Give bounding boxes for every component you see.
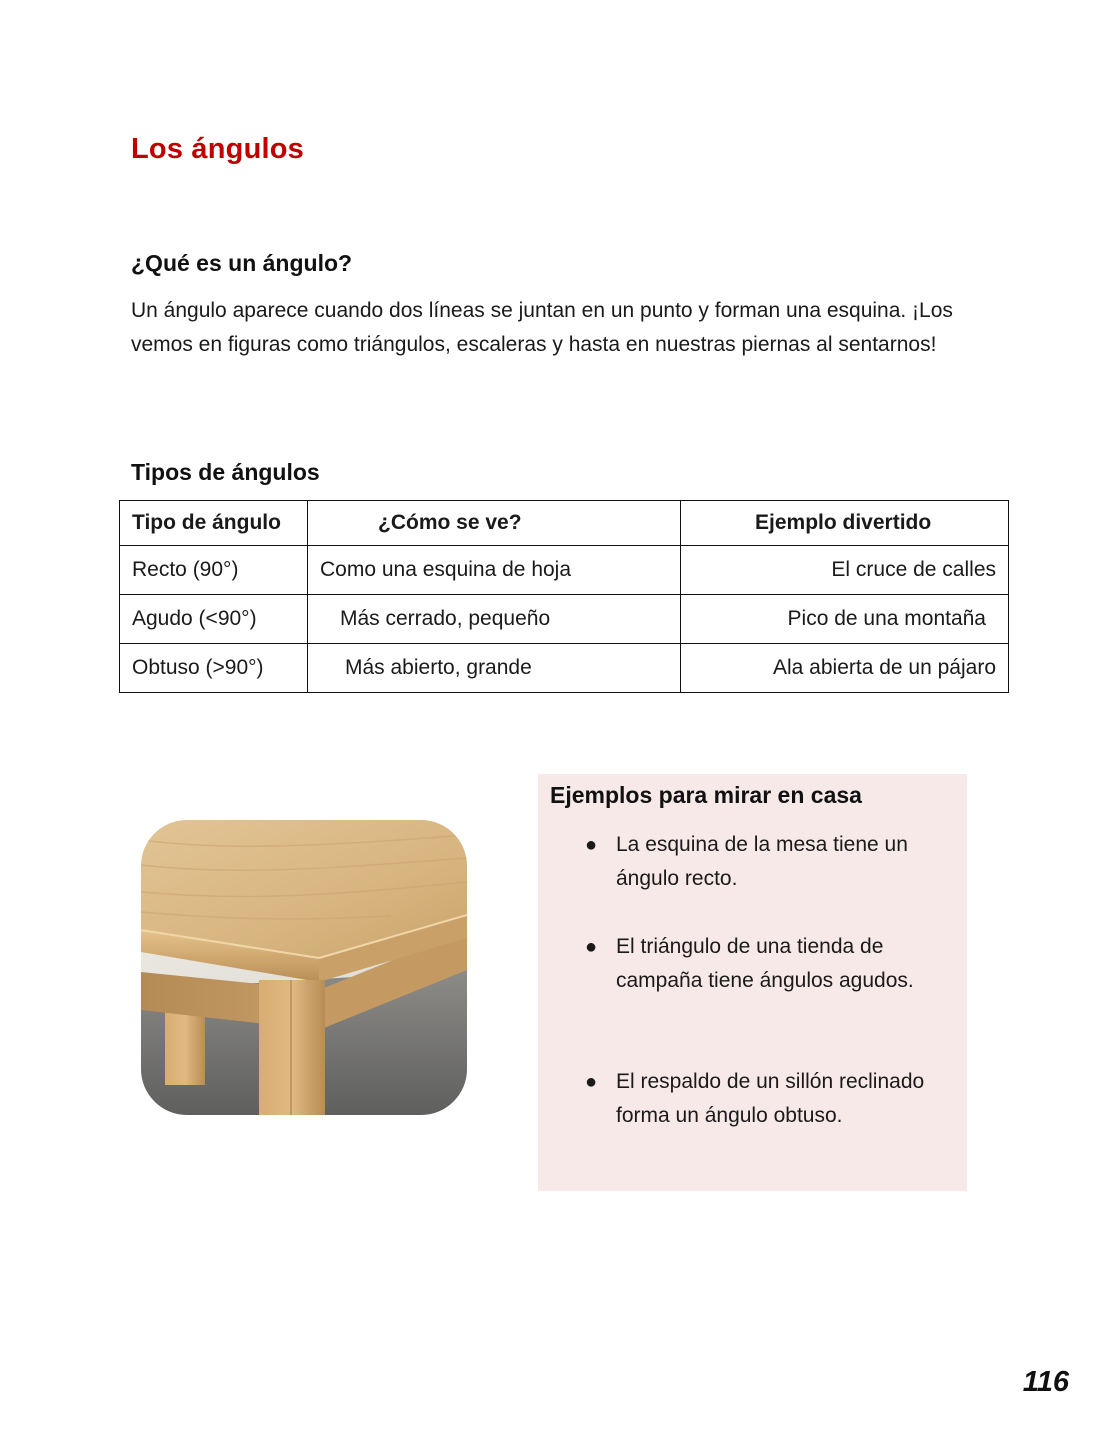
table-row [120, 546, 1009, 595]
bullet-icon: ● [585, 936, 598, 958]
examples-heading: Ejemplos para mirar en casa [550, 782, 862, 808]
table-header-row [120, 501, 1009, 546]
page-number: 116 [1022, 1366, 1069, 1398]
page-title: Los ángulos [131, 133, 304, 165]
intro-heading: ¿Qué es un ángulo? [131, 250, 353, 276]
list-item [585, 1065, 961, 1133]
table-cell-example: El cruce de calles [681, 546, 1009, 595]
list-item-text: El triángulo de una tienda de campaña tiene ángulos agudos. [616, 935, 914, 992]
list-item-text: La esquina de la mesa tiene un ángulo recto. [616, 833, 908, 890]
intro-paragraph: Un ángulo aparece cuando dos líneas se juntan en un punto y forman una esquina. ¡Los vemos en figuras como triángulos, escaleras y hasta en nuestras piernas al sentarnos! [131, 299, 953, 356]
front-leg [259, 980, 325, 1115]
table-cell-look: Más abierto, grande [308, 644, 681, 693]
examples-box [538, 774, 967, 1191]
bullet-icon: ● [585, 834, 598, 856]
angle-types-table [119, 500, 1009, 693]
list-item [585, 828, 961, 896]
column-header-example: Ejemplo divertido [681, 501, 1009, 546]
table-cell-type: Obtuso (>90°) [120, 644, 308, 693]
table-corner-photo [141, 820, 467, 1115]
column-header-type: Tipo de ángulo [120, 501, 308, 546]
types-heading: Tipos de ángulos [131, 459, 320, 485]
list-item [585, 930, 961, 998]
table-cell-type: Recto (90°) [120, 546, 308, 595]
bullet-icon: ● [585, 1071, 598, 1093]
table-row [120, 644, 1009, 693]
table-cell-look: Como una esquina de hoja [308, 546, 681, 595]
table-cell-type: Agudo (<90°) [120, 595, 308, 644]
list-item-text: El respaldo de un sillón reclinado forma un ángulo obtuso. [616, 1070, 925, 1127]
table-cell-example: Ala abierta de un pájaro [681, 644, 1009, 693]
table-cell-example: Pico de una montaña [681, 595, 1009, 644]
table-cell-look: Más cerrado, pequeño [308, 595, 681, 644]
table-row [120, 595, 1009, 644]
column-header-look: ¿Cómo se ve? [308, 501, 681, 546]
